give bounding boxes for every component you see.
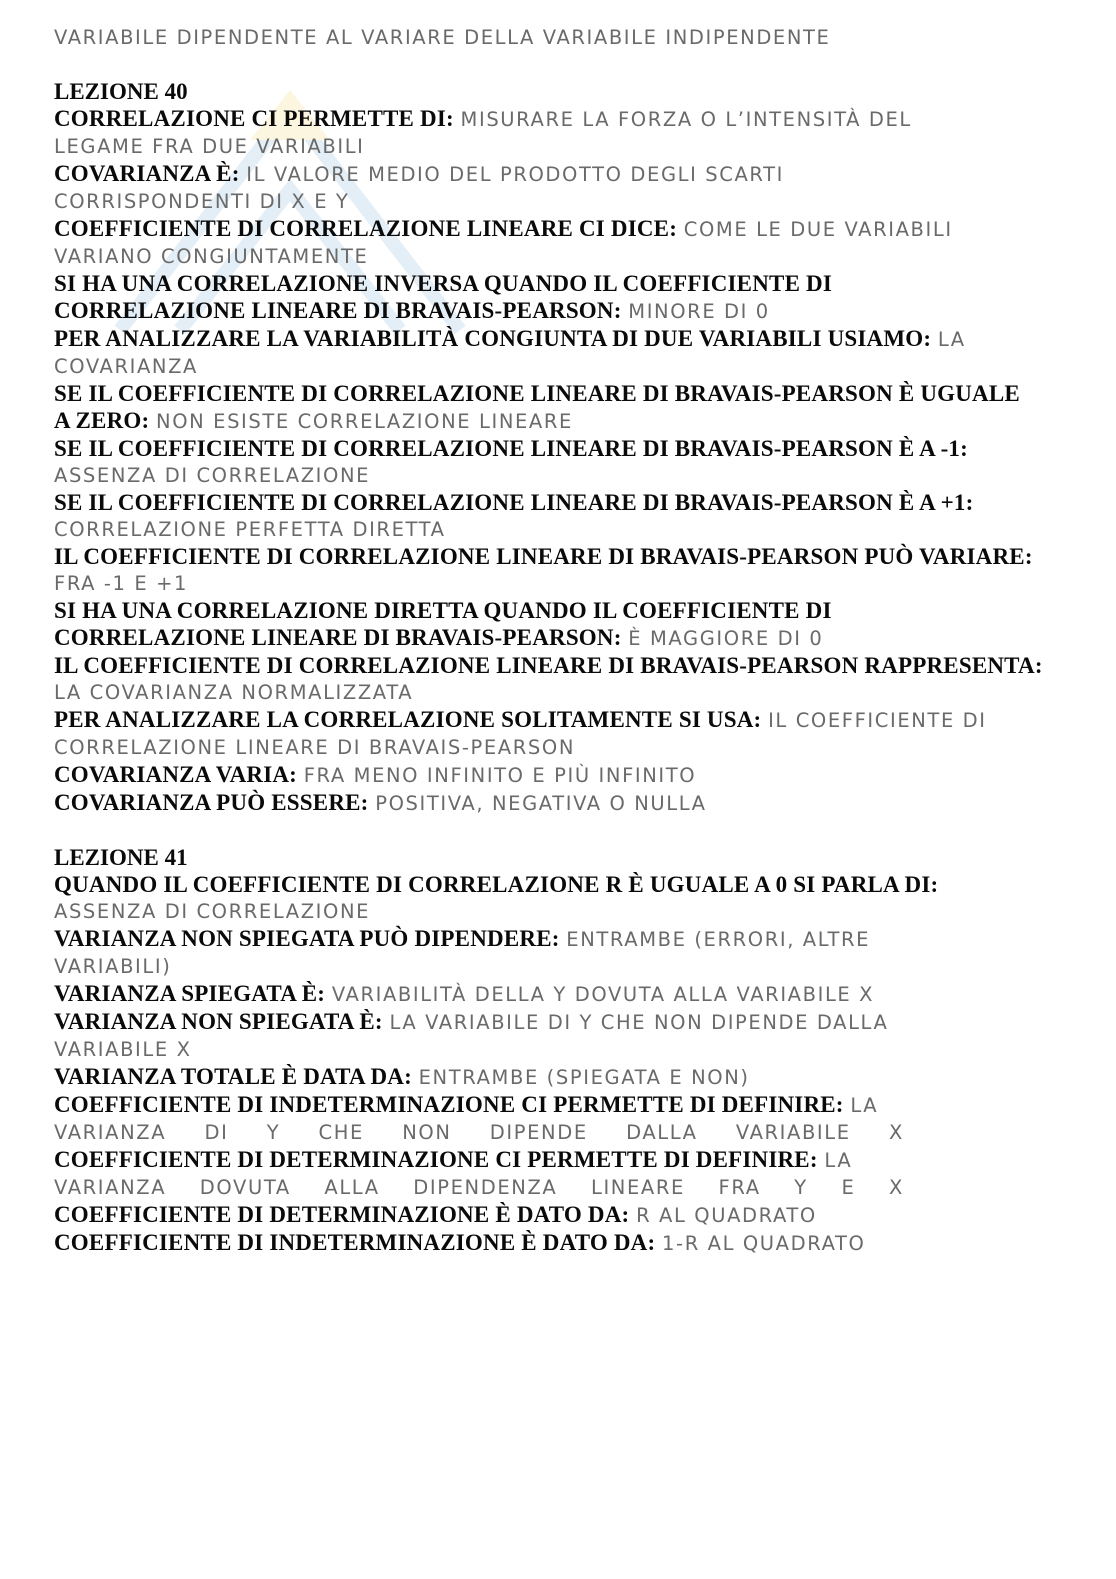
answer-word: Y	[266, 1121, 281, 1144]
answer-text: CORRELAZIONE PERFETTA DIRETTA	[54, 518, 446, 541]
answer-text: LA	[824, 1149, 853, 1172]
answer-continuation: VARIABILI)	[54, 955, 172, 978]
answer-text: NON ESISTE CORRELAZIONE LINEARE	[156, 410, 573, 433]
qa-line	[54, 624, 1074, 652]
question-text: IL COEFFICIENTE DI CORRELAZIONE LINEARE DI BRAVAIS-PEARSON PUÒ VARIARE:	[54, 544, 1033, 569]
qa-line	[54, 160, 1074, 188]
answer-text: COME LE DUE VARIABILI	[683, 218, 953, 241]
qa-line	[54, 1091, 1074, 1119]
question-text: SI HA UNA CORRELAZIONE DIRETTA QUANDO IL COEFFICIENTE DI	[54, 598, 832, 623]
question-text: VARIANZA NON SPIEGATA PUÒ DIPENDERE:	[54, 926, 560, 951]
question-text: VARIANZA TOTALE È DATA DA:	[54, 1064, 412, 1089]
answer-continuation: VARIANO CONGIUNTAMENTE	[54, 245, 369, 268]
answer-continuation: COVARIANZA	[54, 355, 198, 378]
question-text: SI HA UNA CORRELAZIONE INVERSA QUANDO IL COEFFICIENTE DI	[54, 271, 833, 296]
answer-continuation-justified	[54, 1119, 904, 1146]
answer-word: VARIABILE	[735, 1121, 851, 1144]
qa-line	[54, 105, 1074, 133]
question-text: COVARIANZA VARIA:	[54, 762, 298, 787]
answer-text: LA	[850, 1094, 879, 1117]
answer-continuation: LEGAME FRA DUE VARIABILI	[54, 135, 365, 158]
answer-word: DALLA	[626, 1121, 698, 1144]
answer-word: CHE	[318, 1121, 364, 1144]
qa-line	[54, 1201, 1074, 1229]
answer-word: E	[841, 1176, 856, 1199]
qa-line	[54, 1229, 1074, 1257]
answer-text: ASSENZA DI CORRELAZIONE	[54, 464, 371, 487]
question-text: COEFFICIENTE DI INDETERMINAZIONE CI PERMETTE DI DEFINIRE:	[54, 1092, 844, 1117]
question-text: IL COEFFICIENTE DI CORRELAZIONE LINEARE DI BRAVAIS-PEARSON RAPPRESENTA:	[54, 653, 1043, 678]
answer-continuation-justified	[54, 1174, 904, 1201]
answer-continuation: CORRISPONDENTI DI X E Y	[54, 190, 350, 213]
qa-line	[54, 925, 1074, 953]
answer-continuation: CORRELAZIONE LINEARE DI BRAVAIS-PEARSON	[54, 736, 576, 759]
answer-text: FRA -1 E +1	[54, 572, 189, 595]
answer-text: POSITIVA, NEGATIVA O NULLA	[375, 792, 707, 815]
document-page	[54, 24, 1074, 1257]
answer-word: VARIANZA	[54, 1176, 167, 1199]
qa-line	[54, 980, 1074, 1008]
question-text: SE IL COEFFICIENTE DI CORRELAZIONE LINEARE DI BRAVAIS-PEARSON È UGUALE	[54, 381, 1020, 406]
answer-word: VARIANZA	[54, 1121, 167, 1144]
qa-line	[54, 789, 1074, 817]
lesson-40-heading: LEZIONE 40	[54, 79, 188, 104]
answer-word: X	[888, 1176, 904, 1199]
question-text: COEFFICIENTE DI DETERMINAZIONE È DATO DA:	[54, 1202, 630, 1227]
question-text: COEFFICIENTE DI CORRELAZIONE LINEARE CI DICE:	[54, 216, 678, 241]
question-text: PER ANALIZZARE LA VARIABILITÀ CONGIUNTA DI DUE VARIABILI USIAMO:	[54, 326, 932, 351]
answer-text: LA COVARIANZA NORMALIZZATA	[54, 681, 414, 704]
question-text: QUANDO IL COEFFICIENTE DI CORRELAZIONE R È UGUALE A 0 SI PARLA DI:	[54, 872, 939, 897]
answer-continuation: VARIABILE X	[54, 1038, 192, 1061]
qa-line	[54, 325, 1074, 353]
qa-line	[54, 407, 1074, 435]
question-text: COEFFICIENTE DI DETERMINAZIONE CI PERMETTE DI DEFINIRE:	[54, 1147, 818, 1172]
answer-word: DOVUTA	[199, 1176, 291, 1199]
answer-word: NON	[402, 1121, 452, 1144]
intro-line: VARIABILE DIPENDENTE AL VARIARE DELLA VARIABILE INDIPENDENTE	[54, 26, 831, 49]
answer-text: MINORE DI 0	[628, 300, 770, 323]
answer-text: VARIABILITÀ DELLA Y DOVUTA ALLA VARIABILE X	[331, 983, 875, 1006]
question-text: COVARIANZA È:	[54, 161, 240, 186]
answer-text: ENTRAMBE (SPIEGATA E NON)	[418, 1066, 750, 1089]
answer-word: FRA	[718, 1176, 761, 1199]
qa-line	[54, 1146, 1074, 1174]
question-text: CORRELAZIONE LINEARE DI BRAVAIS-PEARSON:	[54, 625, 622, 650]
qa-line	[54, 297, 1074, 325]
answer-text: MISURARE LA FORZA O L’INTENSITÀ DEL	[460, 108, 912, 131]
qa-line	[54, 1063, 1074, 1091]
question-text: SE IL COEFFICIENTE DI CORRELAZIONE LINEARE DI BRAVAIS-PEARSON È A -1:	[54, 436, 968, 461]
question-text: CORRELAZIONE CI PERMETTE DI:	[54, 106, 454, 131]
qa-line	[54, 1008, 1074, 1036]
answer-text: È MAGGIORE DI 0	[628, 627, 824, 650]
answer-text: IL COEFFICIENTE DI	[768, 709, 987, 732]
qa-line	[54, 761, 1074, 789]
answer-text: ASSENZA DI CORRELAZIONE	[54, 900, 371, 923]
answer-text: 1-R AL QUADRATO	[662, 1232, 866, 1255]
answer-word: DI	[204, 1121, 229, 1144]
answer-text: FRA MENO INFINITO E PIÙ INFINITO	[303, 764, 697, 787]
answer-text: ENTRAMBE (ERRORI, ALTRE	[566, 928, 871, 951]
answer-word: DIPENDENZA	[413, 1176, 558, 1199]
question-text: PER ANALIZZARE LA CORRELAZIONE SOLITAMENTE SI USA:	[54, 707, 762, 732]
answer-text: LA	[937, 328, 966, 351]
lesson-41-heading: LEZIONE 41	[54, 845, 188, 870]
answer-word: X	[888, 1121, 904, 1144]
answer-word: ALLA	[324, 1176, 380, 1199]
question-text: VARIANZA SPIEGATA È:	[54, 981, 326, 1006]
question-text: CORRELAZIONE LINEARE DI BRAVAIS-PEARSON:	[54, 298, 622, 323]
answer-text: IL VALORE MEDIO DEL PRODOTTO DEGLI SCARTI	[246, 163, 784, 186]
question-text: VARIANZA NON SPIEGATA È:	[54, 1009, 383, 1034]
answer-word: DIPENDE	[489, 1121, 588, 1144]
qa-line	[54, 215, 1074, 243]
answer-word: LINEARE	[590, 1176, 685, 1199]
question-text: SE IL COEFFICIENTE DI CORRELAZIONE LINEARE DI BRAVAIS-PEARSON È A +1:	[54, 490, 974, 515]
answer-text: LA VARIABILE DI Y CHE NON DIPENDE DALLA	[389, 1011, 889, 1034]
answer-word: Y	[794, 1176, 808, 1199]
question-text: A ZERO:	[54, 408, 150, 433]
answer-text: R AL QUADRATO	[636, 1204, 817, 1227]
qa-line	[54, 706, 1074, 734]
question-text: COVARIANZA PUÒ ESSERE:	[54, 790, 369, 815]
question-text: COEFFICIENTE DI INDETERMINAZIONE È DATO DA:	[54, 1230, 656, 1255]
